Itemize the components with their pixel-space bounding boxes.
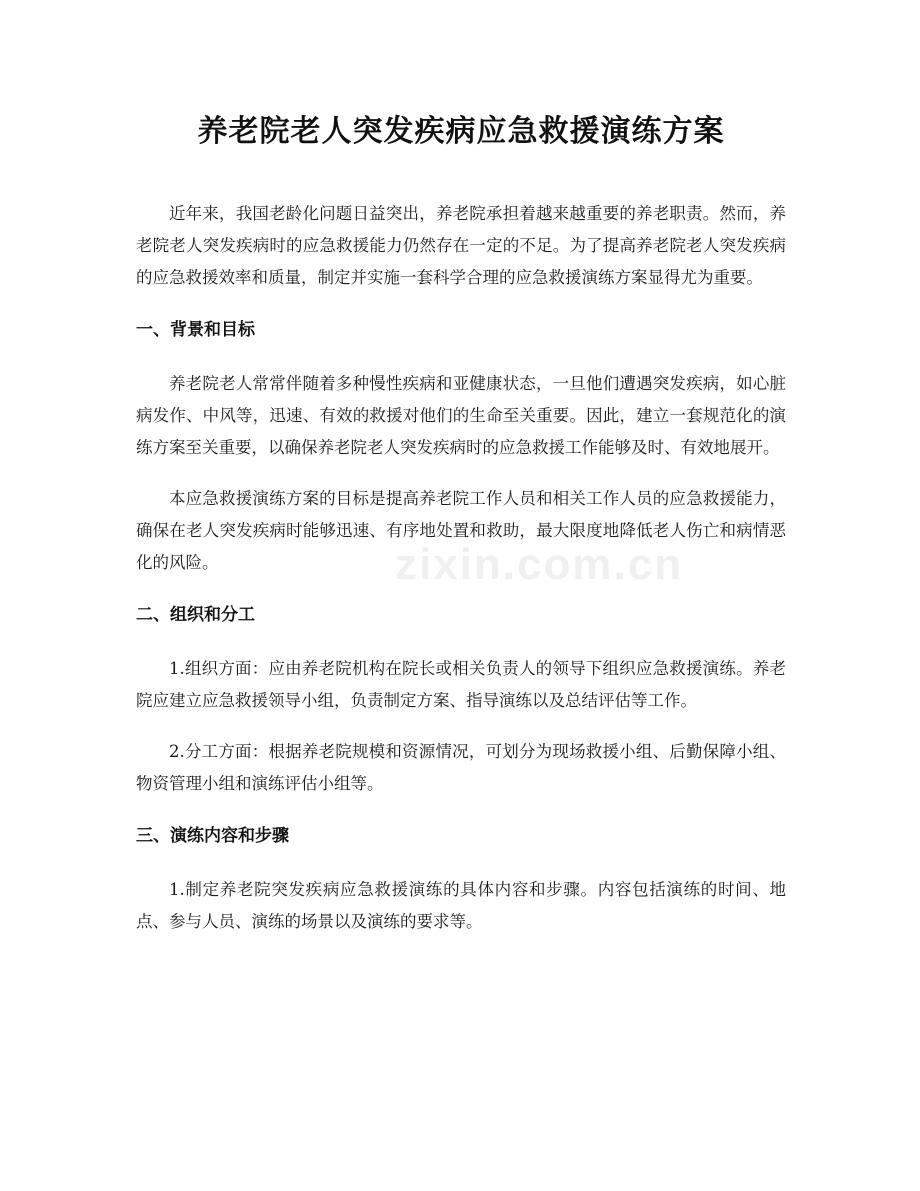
- section-paragraph: 1.组织方面：应由养老院机构在院长或相关负责人的领导下组织应急救援演练。养老院应建立应急救援领导小组，负责制定方案、指导演练以及总结评估等工作。: [136, 659, 786, 710]
- watermark: zixin.com.cn: [395, 540, 684, 589]
- section-paragraph: 本应急救援演练方案的目标是提高养老院工作人员和相关工作人员的应急救援能力，确保在老人突发疾病时能够迅速、有序地处置和救助，最大限度地降低老人伤亡和病情恶化的风险。: [136, 489, 786, 572]
- section-heading-drill-content: 三、演练内容和步骤: [136, 826, 289, 846]
- section-heading-background: 一、背景和目标: [136, 320, 255, 340]
- document-title: 养老院老人突发疾病应急救援演练方案: [197, 114, 725, 149]
- section-paragraph: 养老院老人常常伴随着多种慢性疾病和亚健康状态，一旦他们遭遇突发疾病，如心脏病发作、中风等，迅速、有效的救援对他们的生命至关重要。因此，建立一套规范化的演练方案至关重要，以确保养老院老人突发疾病时的应急救援工作能够及时、有效地展开。: [136, 374, 786, 457]
- intro-paragraph: 近年来，我国老龄化问题日益突出，养老院承担着越来越重要的养老职责。然而，养老院老人突发疾病时的应急救援能力仍然存在一定的不足。为了提高养老院老人突发疾病的应急救援效率和质量，制定并实施一套科学合理的应急救援演练方案显得尤为重要。: [136, 204, 786, 287]
- section-paragraph: 1.制定养老院突发疾病应急救援演练的具体内容和步骤。内容包括演练的时间、地点、参与人员、演练的场景以及演练的要求等。: [136, 880, 786, 931]
- section-paragraph: 2.分工方面：根据养老院规模和资源情况，可划分为现场救援小组、后勤保障小组、物资管理小组和演练评估小组等。: [136, 742, 786, 793]
- section-heading-organization: 二、组织和分工: [136, 605, 255, 625]
